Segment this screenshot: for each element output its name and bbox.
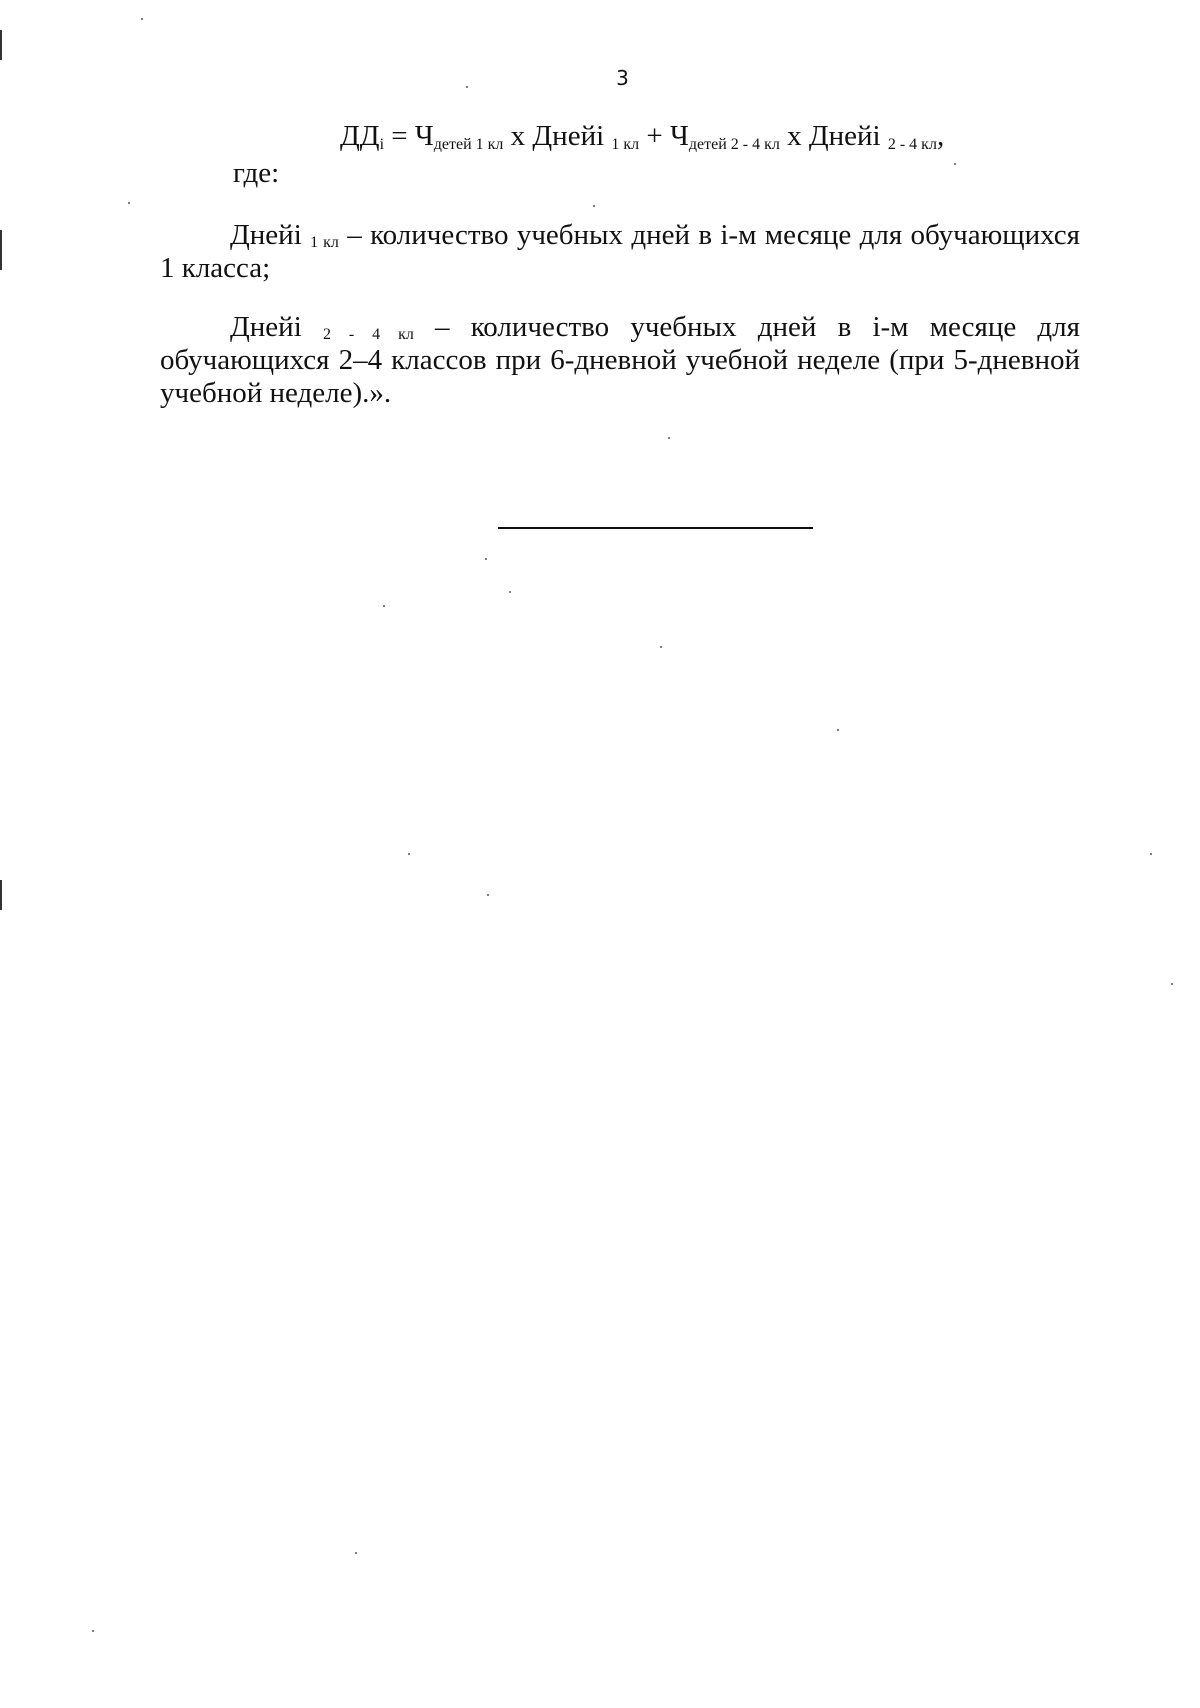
definition-text: – количество учебных дней в i-м месяце для обучающихся 2–4 классов при 6-дневной учебной неделе (при 5-дневной учебной неделе).».	[160, 311, 1080, 409]
definition-subscript: 1 кл	[310, 234, 339, 251]
formula-lhs-subscript: i	[379, 136, 385, 153]
formula-plus: + Ч	[639, 120, 689, 152]
scan-edge-mark	[0, 880, 2, 910]
formula-equals: = Ч	[384, 120, 434, 152]
definition-symbol: Днейi	[230, 219, 311, 251]
scan-speck	[383, 605, 385, 607]
definition-subscript: 2 - 4 кл	[322, 326, 414, 343]
page-number: 3	[616, 66, 629, 90]
scan-speck	[509, 591, 511, 593]
scan-speck	[660, 646, 662, 648]
formula-lhs: ДД	[340, 120, 380, 152]
scan-edge-mark	[0, 230, 2, 270]
scan-speck	[355, 1552, 357, 1554]
scan-speck	[1171, 983, 1173, 985]
scan-speck	[837, 729, 839, 731]
formula-subscript: 2 - 4 кл	[887, 136, 937, 153]
formula-times: х Днейi	[779, 120, 888, 152]
definition-paragraph	[160, 311, 1080, 410]
closing-rule	[498, 527, 813, 529]
definition-text: – количество учебных дней в i-м месяце для обучающихся 1 класса;	[160, 219, 1081, 284]
formula	[340, 120, 944, 153]
scan-speck	[668, 437, 670, 439]
scan-speck	[487, 894, 489, 896]
scan-speck	[92, 1630, 94, 1632]
scan-speck	[408, 853, 410, 855]
formula-end: ,	[936, 120, 945, 152]
scan-speck	[485, 558, 487, 560]
scan-speck	[593, 205, 595, 207]
formula-subscript: 1 кл	[611, 136, 640, 153]
formula-subscript: детей 1 кл	[433, 136, 504, 153]
scan-speck	[1150, 853, 1152, 855]
scan-speck	[128, 202, 130, 204]
definition-paragraph	[160, 219, 1080, 285]
where-label: где:	[233, 157, 280, 189]
scan-speck	[954, 163, 956, 165]
scan-speck	[466, 86, 468, 88]
scan-edge-mark	[0, 30, 2, 60]
definition-symbol: Днейi	[230, 311, 323, 343]
scan-speck	[141, 18, 143, 20]
formula-times: х Днейi	[503, 120, 612, 152]
formula-subscript: детей 2 - 4 кл	[688, 136, 780, 153]
